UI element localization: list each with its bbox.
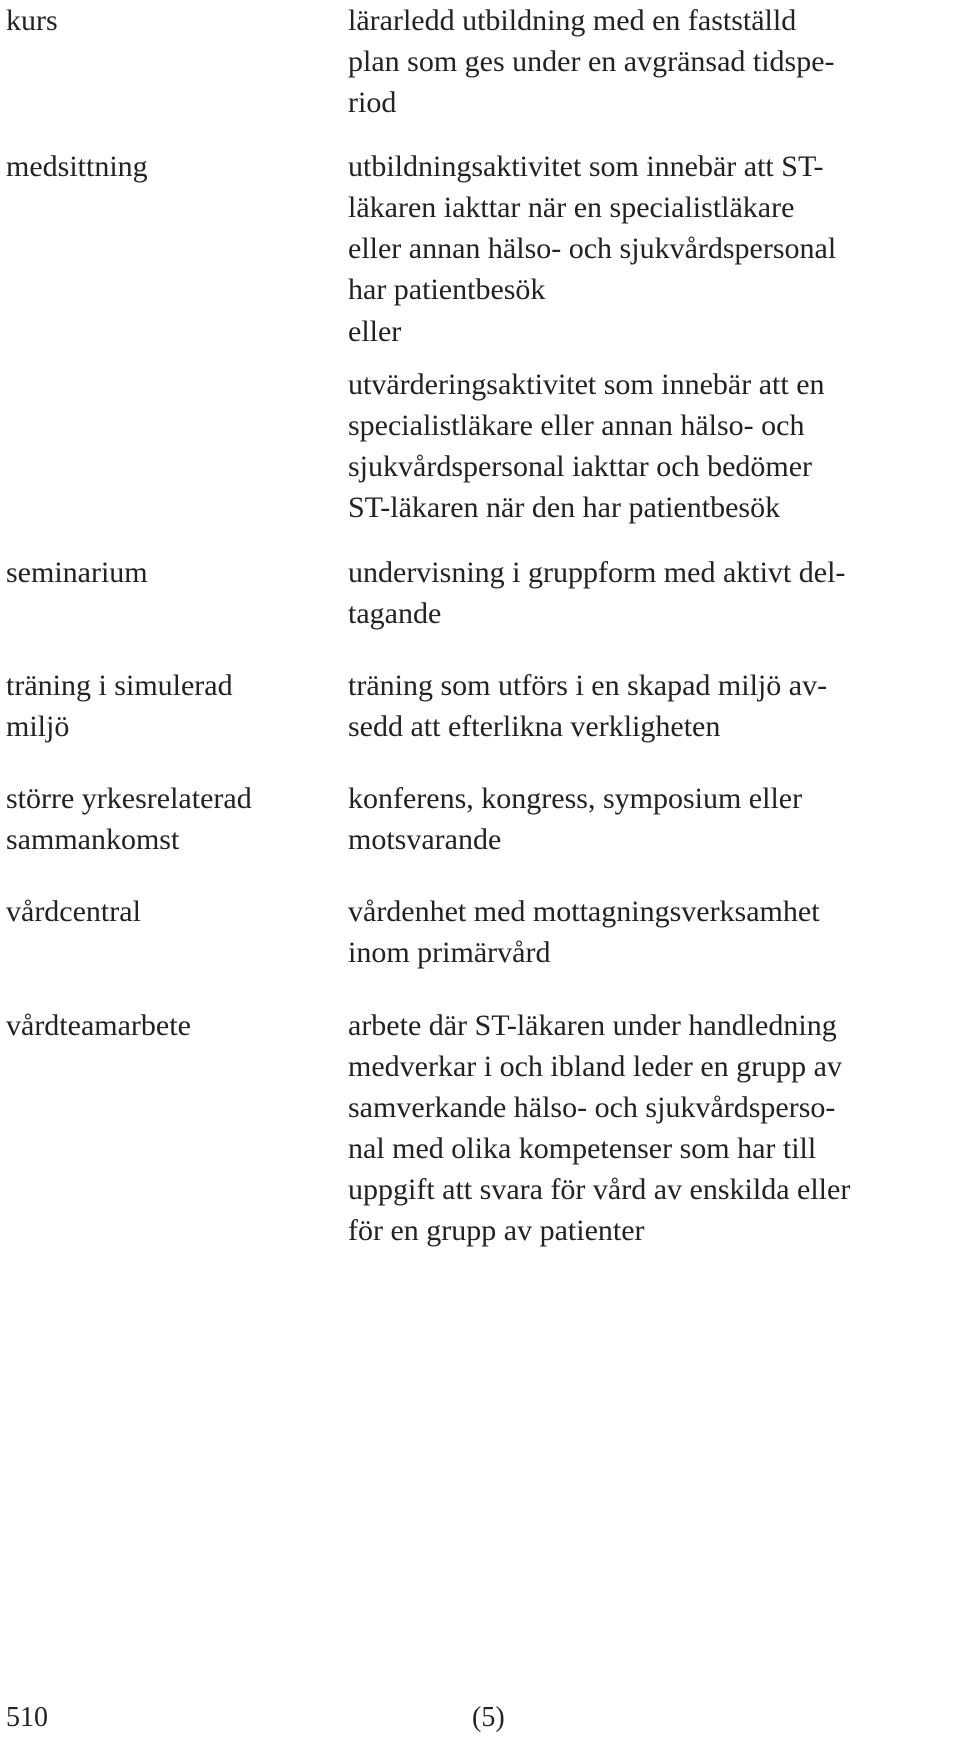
- page-number: 510: [6, 1702, 48, 1733]
- term-storre-yrkesrelaterad-sammankomst: större yrkesrelaterad sammankomst: [6, 782, 252, 856]
- term-seminarium: seminarium: [6, 556, 148, 589]
- definition-kurs: lärarledd utbildning med en fastställd plan som ges under en avgränsad tidspe- riod: [348, 4, 835, 119]
- definition-medsittning-alt: utvärderingsaktivitet som innebär att en specialistläkare eller annan hälso- och sjukvårdspersonal iakttar och bedömer ST-läkaren när den har patientbesök: [348, 368, 825, 524]
- definition-seminarium: undervisning i gruppform med aktivt del- tagande: [348, 556, 846, 630]
- term-vardcentral: vårdcentral: [6, 895, 141, 928]
- definition-connector: eller: [348, 315, 402, 348]
- definition-vardcentral: vårdenhet med mottagningsverksamhet inom primärvård: [348, 895, 820, 969]
- definition-traning-i-simulerad-miljo: träning som utförs i en skapad miljö av- sedd att efterlikna verkligheten: [348, 669, 828, 743]
- section-number: (5): [472, 1702, 505, 1733]
- term-medsittning: medsittning: [6, 150, 148, 183]
- definition-vardteamarbete: arbete där ST-läkaren under handledning medverkar i och ibland leder en grupp av samverkande hälso- och sjukvårdsperso- nal med olika kompetenser som har till uppgift att svara för vård av enskilda eller för en grupp av patienter: [348, 1009, 851, 1247]
- definition-storre-yrkesrelaterad-sammankomst: konferens, kongress, symposium eller motsvarande: [348, 782, 803, 856]
- term-kurs: kurs: [6, 4, 58, 37]
- term-traning-i-simulerad-miljo: träning i simulerad miljö: [6, 669, 233, 743]
- term-vardteamarbete: vårdteamarbete: [6, 1009, 191, 1042]
- definition-medsittning: utbildningsaktivitet som innebär att ST- läkaren iakttar när en specialistläkare eller annan hälso- och sjukvårdspersonal har patientbesök: [348, 150, 837, 306]
